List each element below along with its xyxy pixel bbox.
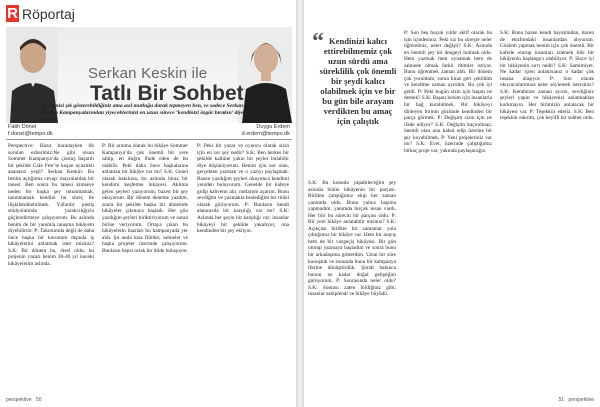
body-column-3	[197, 143, 289, 235]
pull-quote	[312, 30, 396, 178]
byline-left	[8, 124, 53, 137]
page-number: 51	[558, 397, 565, 403]
section-letter-badge: R	[7, 5, 18, 22]
body-column-1	[8, 143, 94, 267]
author-email[interactable]: f.donel@tempo.dk	[8, 130, 53, 137]
footer-brand: perspektive	[6, 397, 32, 403]
footer-left	[6, 397, 45, 403]
column-text: P: Son beş buçuk yıldır aktif olarak bu işin içindesiniz. Peki siz bu süreçte neler öğrendiniz, neler değişti? S.K: Aslında en önemli şey bir dengeyi bulmak oldu. Hem yazmak hem oynamak hem de sahnede olmak farklı ritimler istiyor. Bunu öğrenmek zaman aldı. Bir dönem çok yoruldum, sonra biraz geri çekildim ve kendime zaman ayırdım. Bu çok iyi geldi. P: Peki bugün sizin için başarı ne demek? S.K: Başarı benim için insanlarla bir bağ kurabilmek. Bir hikâyeyi dinleyen birinin gözünde kendinden bir parça görmek. P: Değişim sizin için ne ifade ediyor? S.K: Değişim kaçınılmaz; önemli olan onu kabul edip üzerine bir şey koyabilmek. P: Yeni projeleriniz var mı? S.K: Evet, üzerinde çalıştığımız birkaç proje var, yakında paylaşacağız.	[404, 30, 492, 154]
footer-right	[555, 397, 594, 403]
column-text: P: Peki bir yazar ve oyuncu olarak sizin için en zor şey nedir? S.K: Ben herkes bir şekilde kalbine yakın bir şeyler bulabilir diye düşünüyorum. Benim için zor olan, gerçekten yazmak ve o yazıyı paylaşmak. Bazen yazdığım şeyleri okuyunca kendimi yeniden buluyorum. Genelde bir kafeye gidip kahvemi alır, notlarımı açarım. Bunu sevdiğim ve yazmakla beslediğim bir ritüel olarak görüyorum. P: Bunların kendi alanınızda bir karşılığı var mı? S.K: Aslında her şeyin bir karşılığı var; insanlar hikâyeyi bir şekilde yakalıyor, ona kendinden bir şey ekliyor.	[197, 143, 289, 235]
footer-brand: perspektive	[568, 397, 594, 403]
page-number: 50	[35, 397, 42, 403]
divider	[6, 139, 292, 140]
author-name: Fatih Dönel	[8, 124, 37, 130]
left-page	[0, 0, 296, 407]
pull-quote-text: Kendinizi kalıcı ettirebilmemiz çok uzun sürdü ama süreklilik çok önemli bir şeydi kalıcı olabilmek için ve bir bu gün bile arayam verdikten bu amaç için çalıştık	[319, 36, 397, 126]
body-column-5	[404, 30, 492, 154]
body-column-4	[308, 180, 396, 298]
column-text: P: Bir arınma olarak bu hikâye Sommer Kampanya’da çok önemli bir yere sahip, en doğru ifade eden de bu olabilir. Peki daha önce başkalarına anlatılan bir hikâye var mı? S.K: Genel olarak bakılırsa, bu aslında biraz bir kendimi keşfetme hikâyesi. Aklıma gelen şeyleri yazıyorum; bazen bir şey okuyorum. Bir dönem deneme yazdım, sonra bir şekilde başka bir dönemde hikâyeler çıkmaya başladı. Her gün yazdığım şeyleri biriktiriyorum ve sonra birine veriyorum. Ortaya çıkan bu hikâyelerin bazıları bu kampanyada yer aldı. Şu anda kısa filmler, sahneler ve başka projeler üzerinde çalışıyorum. Bunların hepsi ortak bir dilde buluşuyor.	[102, 143, 188, 254]
column-text: Perspective: Hazır buradayken ilk sorulan ezberimiz:Ne gibi olsun Sommer Kampanya’da çıkmış başarılı bir şekilde Cafe Fest’te koşan aynalıklı ananasız yeşil? Serkan Keskin: Bu benim açtığımız cevap: mayınlardan bir tanesi. Ben sonra bu tanesi kimseye neden bir başka şey tutunmamak, tanınmamak kendini bu süreç ile ilişkilendirebilmek. Yıllardır pastiş stüdyolarında yaratıcılığıyla güçlendirmeye çalışıyorum. Bu aslında benim de bir yanımla tanışma hikâyem diyebilirim. P: Takımımda değil de daha önce başka bir kurumun dışında iş hikâyelerini anlatmak ister misiniz? S.K: Bir dönem bu, ötesi oldu; bu projenin yazarı benim 30-40 yıl önceki hikâyelerim aslında.	[8, 143, 94, 267]
column-text: S.K: Bunu bazen kendi hayatımdan, bazen de etrafımdaki insanlardan alıyorum. Gözlem yapmak benim için çok önemli. Bir kafede oturup insanları izlemek bile bir hikâyenin başlangıcı olabiliyor. P: Sizce iyi bir hikâyenin sırrı nedir? S.K: Samimiyet. Ne kadar içten anlatırsanız o kadar çok insana ulaşıyor. P: Son olarak okuyucularımıza neler söylemek istersiniz? S.K: Kendinize zaman ayırın, sevdiğiniz şeyleri yapın ve hikâyenizi anlatmaktan korkmayın. Her birimizin anlatacak bir hikâyesi var. P: Teşekkür ederiz. S.K: Ben teşekkür ederim, çok keyifli bir sohbet oldu.	[500, 30, 594, 122]
section-header	[6, 5, 75, 22]
photographer-email[interactable]: d.erdem@tempo.dk	[241, 130, 290, 137]
section-title: Röportaj	[22, 5, 75, 22]
quote-mark-icon: “	[312, 29, 324, 55]
lead-paragraph: Kendinizi şık gösterebildiğiniz ama asıl mutluğu darak tepmeyen ben, ve sadece Serkan Keskin Kampanyalarından yiyeceklerinizi en uzun sürece ‘kendinizi özgür bırakın’ diyen bir sohbet.	[42, 103, 255, 123]
right-page	[304, 0, 600, 407]
body-column-2	[102, 143, 188, 254]
byline-right	[242, 124, 290, 137]
spread-gutter	[296, 0, 304, 407]
body-column-6	[500, 30, 594, 122]
headline-line-1: Serkan Keskin ile	[88, 65, 208, 82]
column-text: S.K: Bu konuda yapabileceğim şey aslında bütün hikâyenin bir parçası. Birlikte çalıştığımız ekip her zaman yanımda oldu. Bunu yalnız başıma yapmadım, yanımda birçok insan vardı. Her biri bu sürecin bir parçası oldu. P: Bir yeni hikâye anlatabilir misiniz? S.K: Açıkçası birlikte bir zamanlar yola çıktığımız bir hikâye var. Hem bir arayış hem de bir vazgeçiş hikâyesi. Bir gün oturup yazmaya başladım ve sonra bunu bir arkadaşıma gösterdim. Uzun bir süre konuştuk ve sonunda bunu bir kampanya fikrine dönüştürdük. Şimdi bakınca bunun ne kadar doğal geliştiğini görüyorum. P: Sonrasında neler oldu? S.K: Sonrası zaten bildiğiniz gibi; insanlar sahiplendi ve hikâye büyüdü.	[308, 180, 396, 298]
headline-line-2: Tatlı Bir Sohbet	[90, 82, 244, 105]
photographer-name: Duygu Erdem	[256, 124, 290, 130]
